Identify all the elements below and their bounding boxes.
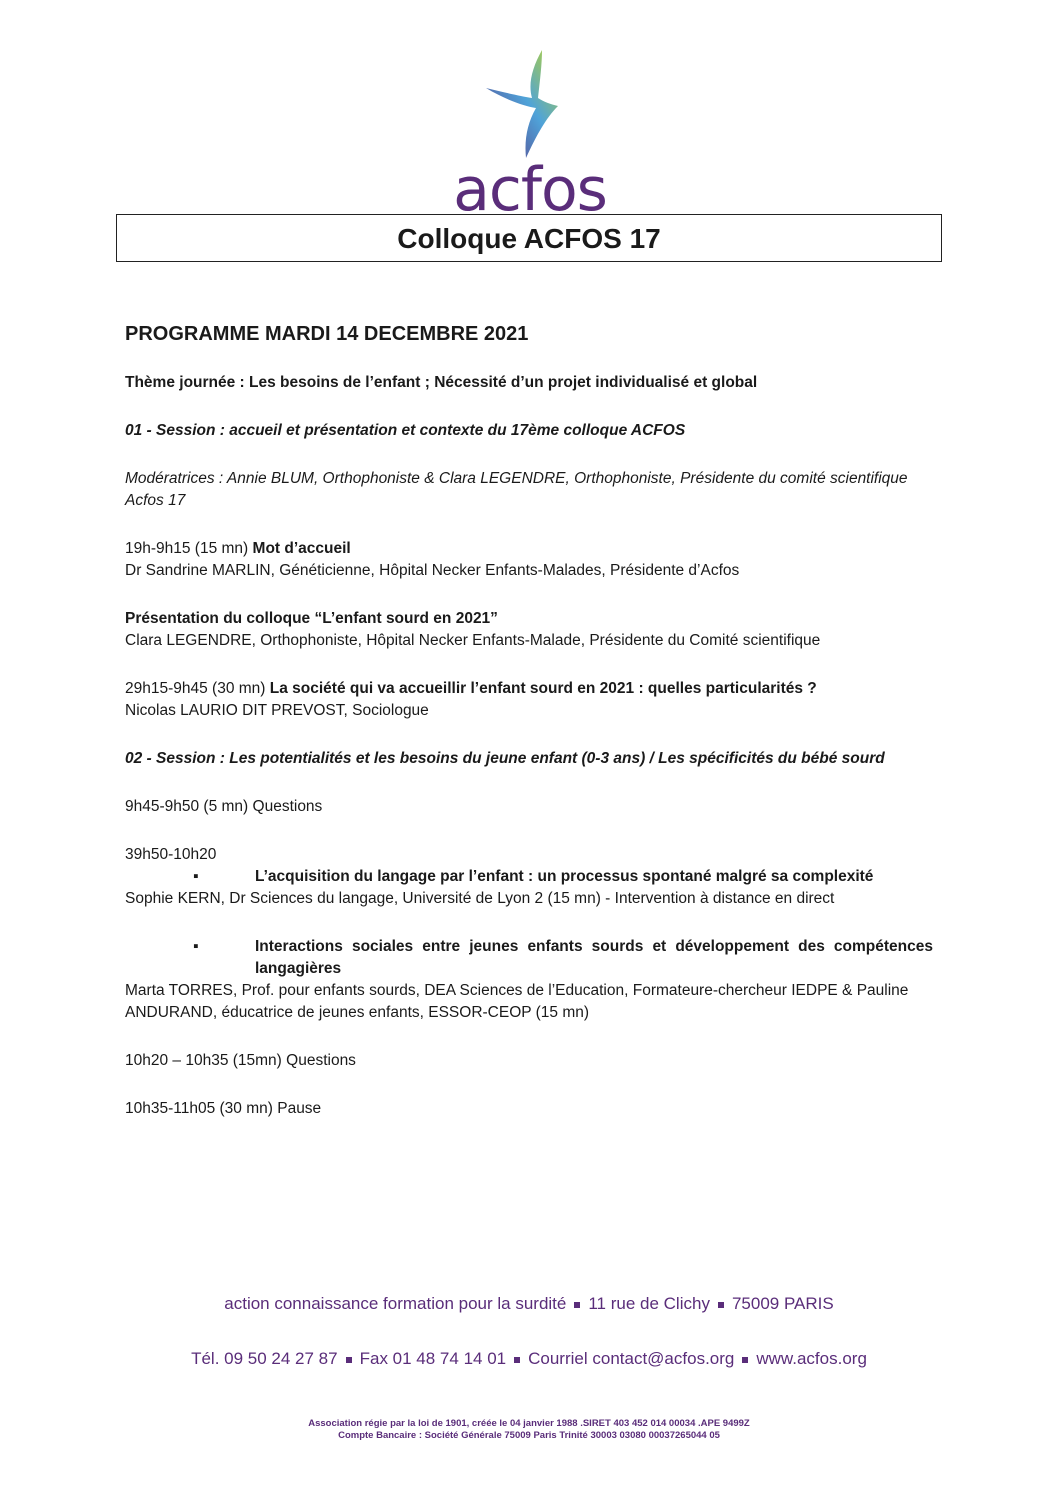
footer-address: [0, 1294, 1058, 1314]
footer-org: action connaissance formation pour la surdité: [224, 1294, 567, 1313]
swoosh-icon: [480, 48, 580, 160]
separator-dot-icon: [742, 1357, 748, 1363]
session1-item1: [125, 538, 933, 560]
separator-dot-icon: [346, 1357, 352, 1363]
item3-time: 29h15-9h45 (30 mn): [125, 680, 270, 697]
item2-speaker: Clara LEGENDRE, Orthophoniste, Hôpital Necker Enfants-Malade, Présidente du Comité scientifique: [125, 632, 821, 649]
legal-line-1: Association régie par la loi de 1901, créée le 04 janvier 1988 .SIRET 403 452 014 00034 .APE 9499Z: [308, 1418, 750, 1429]
theme-line: Thème journée : Les besoins de l’enfant ; Nécessité d’un projet individualisé et global: [125, 374, 758, 391]
separator-dot-icon: [718, 1302, 724, 1308]
bullet1-title: L’acquisition du langage par l’enfant : un processus spontané malgré sa complexité: [255, 868, 874, 885]
programme-heading: PROGRAMME MARDI 14 DECEMBRE 2021: [125, 323, 529, 345]
separator-dot-icon: [514, 1357, 520, 1363]
acfos-logo: [425, 48, 635, 225]
item1-title: Mot d’accueil: [252, 540, 351, 557]
footer-website: www.acfos.org: [756, 1349, 867, 1368]
bullet-square-icon: ▪: [193, 868, 199, 885]
bullet2: [125, 936, 933, 980]
footer-street: 11 rue de Clichy: [588, 1294, 710, 1313]
session1-moderators: Modératrices : Annie BLUM, Orthophoniste & Clara LEGENDRE, Orthophoniste, Présidente du comité scientifique Acfos 17: [125, 470, 908, 509]
pause-line: 10h35-11h05 (30 mn) Pause: [125, 1100, 322, 1117]
programme-content: [125, 320, 933, 1120]
item1-time: 19h-9h15 (15 mn): [125, 540, 253, 557]
footer-email: Courriel contact@acfos.org: [528, 1349, 735, 1368]
session1-title: 01 - Session : accueil et présentation et contexte du 17ème colloque ACFOS: [125, 422, 686, 439]
bullet2-title: Interactions sociales entre jeunes enfants sourds et développement des compétences langagières: [255, 938, 933, 977]
bullet2-speaker: Marta TORRES, Prof. pour enfants sourds, DEA Sciences de l’Education, Formateure-chercheur IEDPE & Pauline ANDURAND, éducatrice de jeunes enfants, ESSOR-CEOP (15 mn): [125, 982, 909, 1021]
footer-city: 75009 PARIS: [731, 1294, 834, 1313]
session2-title: 02 - Session : Les potentialités et les besoins du jeune enfant (0-3 ans) / Les spécificités du bébé sourd: [125, 750, 885, 767]
item3-title: La société qui va accueillir l’enfant sourd en 2021 : quelles particularités ?: [269, 680, 817, 697]
separator-dot-icon: [574, 1302, 580, 1308]
legal-line-2: Compte Bancaire : Société Générale 75009 Paris Trinité 30003 03080 00037265044 05: [338, 1430, 720, 1441]
block-time: 39h50-10h20: [125, 846, 217, 863]
session1-item3: [125, 678, 933, 700]
item2-title: Présentation du colloque “L’enfant sourd en 2021”: [125, 610, 498, 627]
bullet1: [125, 866, 933, 888]
item1-speaker: Dr Sandrine MARLIN, Généticienne, Hôpital Necker Enfants-Malades, Présidente d’Acfos: [125, 562, 740, 579]
bullet-square-icon: ▪: [193, 938, 199, 955]
footer-contact: [0, 1349, 1058, 1369]
questions-1: 9h45-9h50 (5 mn) Questions: [125, 798, 323, 815]
footer-fax: Fax 01 48 74 14 01: [359, 1349, 507, 1368]
footer-legal: [0, 1418, 1058, 1442]
bullet1-speaker: Sophie KERN, Dr Sciences du langage, Université de Lyon 2 (15 mn) - Intervention à distance en direct: [125, 890, 835, 907]
footer-phone: Tél. 09 50 24 27 87: [191, 1349, 338, 1368]
page-title: Colloque ACFOS 17: [116, 214, 942, 262]
logo-wordmark: acfos: [453, 155, 607, 225]
questions-2: 10h20 – 10h35 (15mn) Questions: [125, 1052, 356, 1069]
item3-speaker: Nicolas LAURIO DIT PREVOST, Sociologue: [125, 702, 429, 719]
